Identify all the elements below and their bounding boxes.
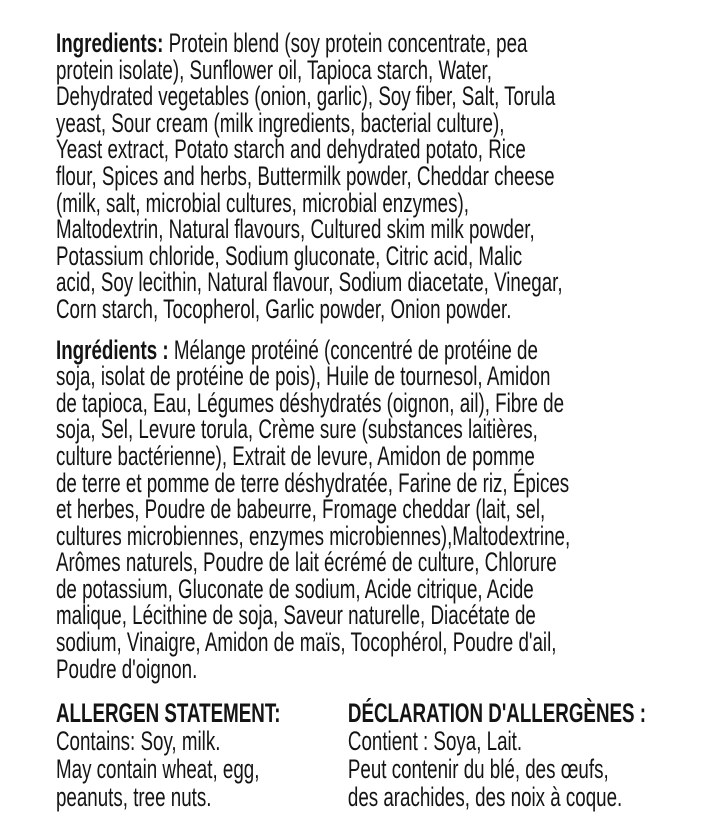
label-text-block bbox=[56, 30, 682, 811]
ingredients-fr-line: de terre et pomme de terre déshydratée, Farine de riz, Épices bbox=[56, 467, 570, 498]
ingredients-fr-line: soja, Sel, Levure torula, Crème sure (substances laitières, bbox=[56, 414, 538, 445]
ingredients-fr-line: et herbes, Poudre de babeurre, Fromage cheddar (lait, sel, bbox=[56, 494, 546, 525]
allergen-section bbox=[56, 699, 682, 811]
ingredients-fr-label: Ingrédients : bbox=[56, 334, 169, 365]
allergen-fr-title: DÉCLARATION D'ALLERGÈNES : bbox=[347, 698, 647, 729]
allergen-fr-line: Peut contenir du blé, des œufs, bbox=[347, 754, 609, 785]
ingredients-fr-line: culture bactérienne), Extrait de levure, Amidon de pomme bbox=[56, 440, 535, 471]
ingredients-en-line: Maltodextrin, Natural flavours, Cultured skim milk powder, bbox=[56, 214, 535, 245]
allergen-en-title: ALLERGEN STATEMENT: bbox=[56, 698, 281, 729]
ingredients-fr-line: cultures microbiennes, enzymes microbiennes),Maltodextrine, bbox=[56, 520, 571, 551]
ingredients-en-label: Ingredients: bbox=[56, 28, 164, 58]
ingredients-en-line: yeast, Sour cream (milk ingredients, bacterial culture), bbox=[56, 107, 505, 138]
ingredients-fr-line: Arômes naturels, Poudre de lait écrémé de culture, Chlorure bbox=[56, 547, 557, 578]
ingredients-fr-line: de potassium, Gluconate de sodium, Acide citrique, Acide bbox=[56, 573, 534, 604]
ingredients-fr-line: malique, Lécithine de soja, Saveur naturelle, Diacétate de bbox=[56, 600, 536, 631]
ingredients-french bbox=[56, 334, 682, 684]
allergen-fr-line: Contient : Soya, Lait. bbox=[347, 726, 523, 757]
ingredients-en-line: protein isolate), Sunflower oil, Tapioca starch, Water, bbox=[56, 54, 492, 85]
allergen-statement-french bbox=[348, 699, 682, 811]
ingredients-fr-line: soja, isolat de protéine de pois), Huile de tournesol, Amidon bbox=[56, 361, 551, 392]
ingredients-en-line: flour, Spices and herbs, Buttermilk powder, Cheddar cheese bbox=[56, 160, 555, 191]
ingredients-en-text: Protein blend (soy protein concentrate, pea bbox=[168, 28, 528, 58]
allergen-en-line: May contain wheat, egg, bbox=[56, 754, 260, 785]
allergen-fr-line: des arachides, des noix à coque. bbox=[347, 782, 623, 813]
ingredients-en-line: (milk, salt, microbial cultures, microbial enzymes), bbox=[56, 187, 469, 218]
allergen-en-line: Contains: Soy, milk. bbox=[56, 726, 221, 757]
ingredients-fr-line bbox=[56, 334, 682, 365]
ingredients-en-line: Corn starch, Tocopherol, Garlic powder, Onion powder. bbox=[56, 293, 512, 324]
ingredients-en-line: Potassium chloride, Sodium gluconate, Citric acid, Malic bbox=[56, 240, 523, 271]
ingredients-fr-line: sodium, Vinaigre, Amidon de maïs, Tocophérol, Poudre d'ail, bbox=[56, 627, 557, 658]
ingredients-en-line bbox=[56, 30, 682, 57]
ingredients-fr-line: de tapioca, Eau, Légumes déshydratés (oignon, ail), Fibre de bbox=[56, 387, 565, 418]
ingredients-fr-text: Mélange protéiné (concentré de protéine de bbox=[173, 334, 538, 365]
ingredients-english bbox=[56, 30, 682, 323]
ingredients-en-line: Yeast extract, Potato starch and dehydrated potato, Rice bbox=[56, 134, 526, 165]
allergen-statement-english bbox=[56, 699, 348, 811]
ingredients-en-line: Dehydrated vegetables (onion, garlic), Soy fiber, Salt, Torula bbox=[56, 81, 556, 112]
ingredients-fr-line: Poudre d'oignon. bbox=[56, 653, 198, 684]
ingredients-en-line: acid, Soy lecithin, Natural flavour, Sodium diacetate, Vinegar, bbox=[56, 267, 563, 298]
allergen-en-line: peanuts, tree nuts. bbox=[56, 782, 212, 813]
